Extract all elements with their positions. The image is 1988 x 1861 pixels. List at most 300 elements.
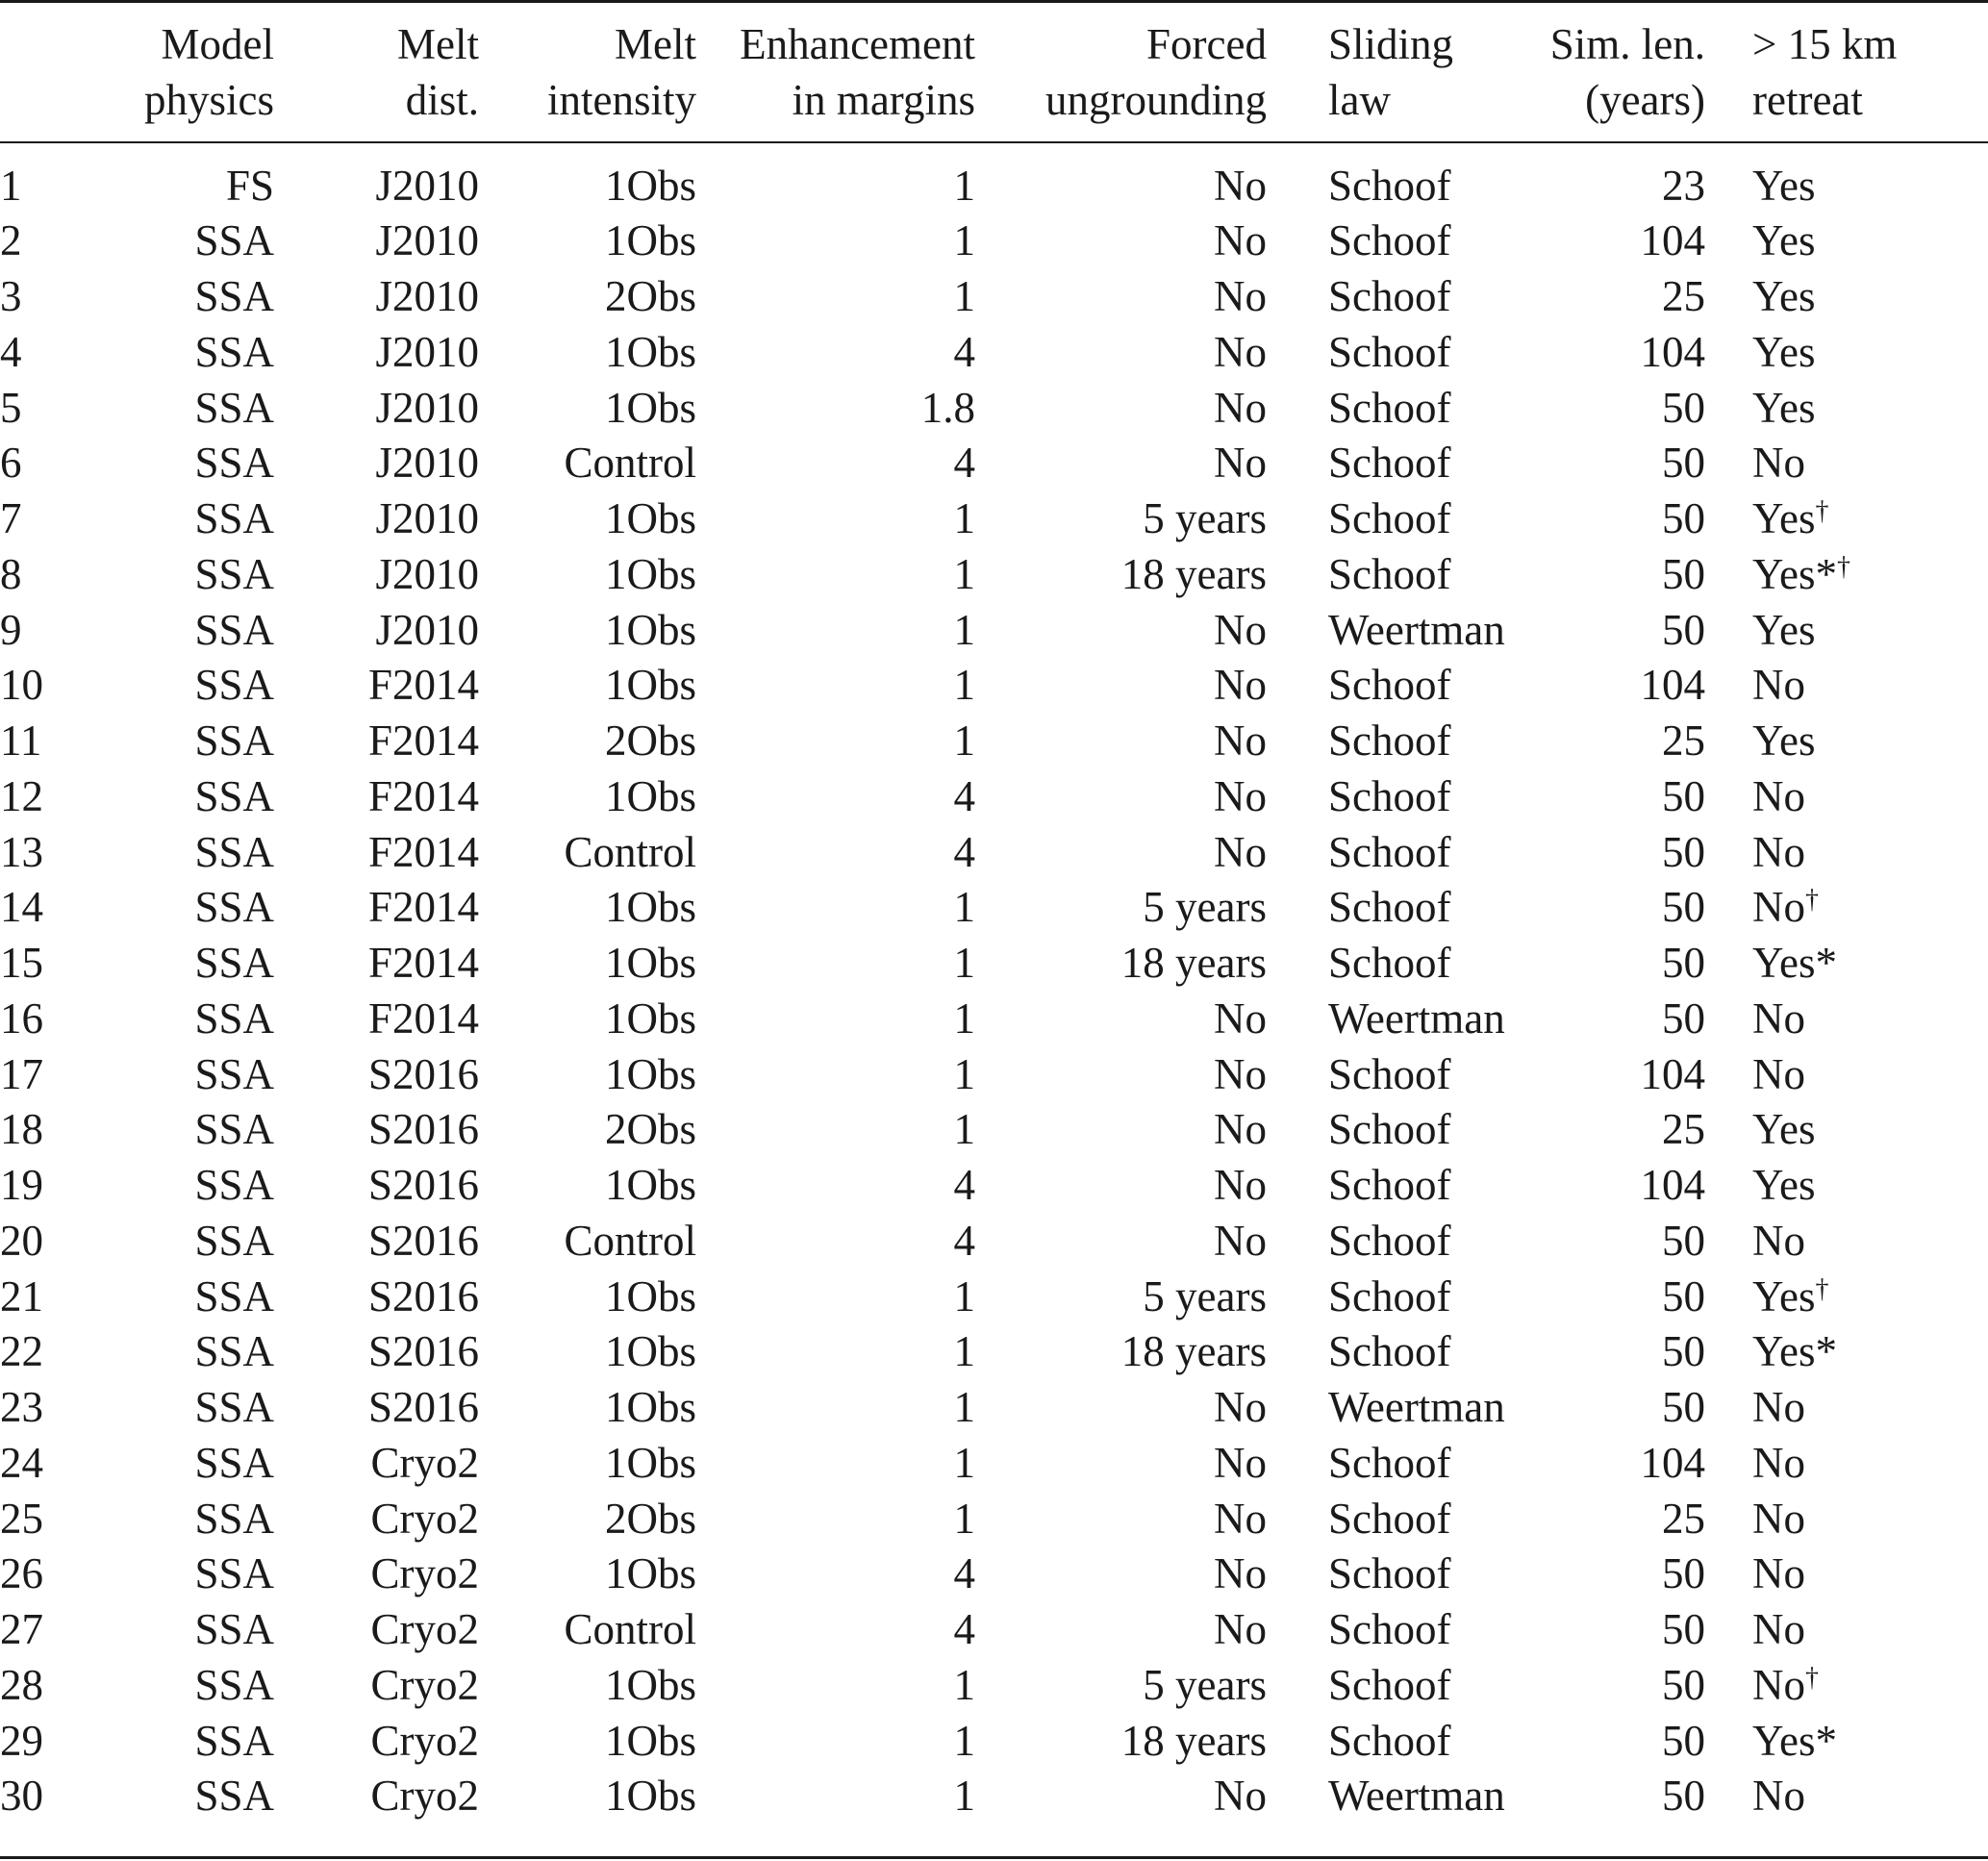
cell-model-physics: SSA	[194, 1049, 274, 1098]
retreat-value: No	[1752, 883, 1805, 932]
cell-id: 28	[0, 1660, 43, 1709]
cell-melt-dist: Cryo2	[370, 1772, 479, 1821]
retreat-value: Yes	[1752, 383, 1816, 432]
cell-retreat	[1705, 880, 1988, 936]
cell-sliding-law: Schoof	[1328, 1549, 1451, 1598]
cell-sim-length: 50	[1662, 439, 1705, 488]
retreat-value: Yes*	[1752, 549, 1837, 598]
cell-melt-intensity: 1Obs	[604, 327, 696, 376]
cell-enhancement: 1	[953, 494, 975, 543]
cell-spacer	[1267, 880, 1328, 936]
cell-sliding-law: Schoof	[1328, 1216, 1451, 1265]
cell-sliding-law: Schoof	[1328, 383, 1451, 432]
cell-sim-length: 50	[1662, 1216, 1705, 1265]
cell-model-physics: SSA	[194, 1105, 274, 1154]
cell-forced-ungrounding: No	[1214, 661, 1267, 710]
cell-enhancement: 1	[953, 272, 975, 321]
cell-spacer	[1267, 380, 1328, 436]
cell-sim-length: 50	[1662, 883, 1705, 932]
cell-sliding-law: Schoof	[1328, 827, 1451, 876]
retreat-value: No	[1752, 1549, 1805, 1598]
cell-id: 13	[0, 827, 43, 876]
cell-melt-dist: S2016	[367, 1327, 479, 1376]
cell-melt-dist: J2010	[375, 605, 479, 654]
cell-melt-intensity: 1Obs	[604, 1049, 696, 1098]
cell-sim-length: 50	[1662, 771, 1705, 820]
cell-enhancement: 1	[953, 162, 975, 210]
cell-sliding-law: Schoof	[1328, 1716, 1451, 1765]
table-row	[0, 1269, 1988, 1324]
cell-melt-dist: F2014	[367, 771, 479, 820]
cell-id: 6	[0, 439, 22, 488]
cell-forced-ungrounding: 5 years	[1143, 1660, 1267, 1709]
cell-spacer	[1267, 992, 1328, 1047]
retreat-value: Yes	[1752, 216, 1816, 265]
cell-id: 11	[0, 717, 42, 766]
cell-sliding-and-length	[1328, 1324, 1705, 1380]
table-row	[0, 1324, 1988, 1380]
cell-sim-length: 25	[1662, 272, 1705, 321]
cell-sim-length: 50	[1662, 1327, 1705, 1376]
cell-model-physics: SSA	[194, 1271, 274, 1320]
cell-melt-intensity: 1Obs	[604, 1660, 696, 1709]
cell-melt-dist: J2010	[375, 272, 479, 321]
cell-retreat	[1705, 436, 1988, 491]
table-row	[0, 214, 1988, 269]
retreat-value: No	[1752, 661, 1805, 710]
table-row	[0, 436, 1988, 491]
dagger-footnote-mark: †	[1815, 496, 1829, 527]
cell-model-physics: SSA	[194, 1716, 274, 1765]
cell-spacer	[1267, 547, 1328, 603]
table-row	[0, 143, 1988, 214]
cell-enhancement: 1.8	[920, 383, 975, 432]
cell-sliding-law: Weertman	[1328, 1383, 1505, 1432]
cell-enhancement: 1	[953, 1383, 975, 1432]
cell-enhancement: 1	[953, 939, 975, 988]
cell-melt-intensity: 1Obs	[604, 383, 696, 432]
cell-spacer	[1267, 1269, 1328, 1324]
cell-sliding-law: Schoof	[1328, 771, 1451, 820]
cell-retreat	[1705, 714, 1988, 769]
cell-enhancement: 1	[953, 883, 975, 932]
cell-id: 8	[0, 549, 22, 598]
cell-forced-ungrounding: No	[1214, 1772, 1267, 1821]
retreat-value: Yes	[1752, 605, 1816, 654]
header-row	[0, 0, 1988, 143]
cell-retreat	[1705, 1214, 1988, 1270]
retreat-value: No	[1752, 1383, 1805, 1432]
retreat-value: No	[1752, 1660, 1805, 1709]
cell-forced-ungrounding: 18 years	[1120, 939, 1267, 988]
cell-forced-ungrounding: No	[1214, 1105, 1267, 1154]
bottom-rule	[0, 1856, 1988, 1859]
cell-melt-intensity: 1Obs	[604, 1438, 696, 1487]
col-header-retreat: > 15 km retreat	[1752, 19, 1898, 124]
cell-melt-dist: S2016	[367, 1271, 479, 1320]
table-row	[0, 658, 1988, 714]
table-row	[0, 1602, 1988, 1658]
cell-model-physics: SSA	[194, 494, 274, 543]
cell-enhancement: 1	[953, 1049, 975, 1098]
cell-id: 15	[0, 939, 43, 988]
dagger-footnote-mark: †	[1815, 1273, 1829, 1304]
cell-melt-dist: J2010	[375, 383, 479, 432]
cell-melt-dist: Cryo2	[370, 1438, 479, 1487]
col-header-melt-dist: Melt dist.	[397, 19, 479, 124]
cell-melt-dist: J2010	[375, 549, 479, 598]
cell-sliding-and-length	[1328, 380, 1705, 436]
cell-forced-ungrounding: 5 years	[1143, 494, 1267, 543]
cell-retreat	[1705, 992, 1988, 1047]
cell-model-physics: SSA	[194, 272, 274, 321]
cell-retreat	[1705, 1547, 1988, 1602]
cell-enhancement: 4	[953, 1549, 975, 1598]
cell-spacer	[1267, 1769, 1328, 1824]
cell-spacer	[1267, 1713, 1328, 1769]
cell-model-physics: SSA	[194, 1494, 274, 1543]
cell-spacer	[1267, 714, 1328, 769]
cell-id: 22	[0, 1327, 43, 1376]
cell-sliding-law: Schoof	[1328, 1049, 1451, 1098]
cell-model-physics: SSA	[194, 439, 274, 488]
retreat-value: Yes	[1752, 717, 1816, 766]
cell-sim-length: 25	[1662, 1494, 1705, 1543]
cell-forced-ungrounding: No	[1214, 383, 1267, 432]
cell-melt-intensity: 1Obs	[604, 883, 696, 932]
cell-model-physics: SSA	[194, 1660, 274, 1709]
cell-melt-dist: Cryo2	[370, 1605, 479, 1654]
cell-melt-dist: J2010	[375, 216, 479, 265]
cell-spacer	[1267, 436, 1328, 491]
cell-melt-dist: J2010	[375, 494, 479, 543]
cell-spacer	[1267, 1436, 1328, 1492]
col-header-enhancement: Enhancement in margins	[740, 19, 975, 124]
cell-melt-intensity: 1Obs	[604, 1549, 696, 1598]
cell-enhancement: 1	[953, 216, 975, 265]
cell-spacer	[1267, 1324, 1328, 1380]
cell-sliding-and-length	[1328, 325, 1705, 381]
cell-forced-ungrounding: No	[1214, 605, 1267, 654]
cell-retreat	[1705, 602, 1988, 658]
cell-id: 12	[0, 771, 43, 820]
cell-sim-length: 104	[1640, 1161, 1705, 1210]
cell-sim-length: 50	[1662, 1383, 1705, 1432]
cell-model-physics: SSA	[194, 1327, 274, 1376]
cell-enhancement: 4	[953, 771, 975, 820]
cell-spacer	[1267, 936, 1328, 992]
cell-id: 10	[0, 661, 43, 710]
cell-sliding-and-length	[1328, 1658, 1705, 1714]
cell-retreat	[1705, 1269, 1988, 1324]
cell-sliding-and-length	[1328, 1547, 1705, 1602]
table-row	[0, 1158, 1988, 1214]
cell-enhancement: 1	[953, 1660, 975, 1709]
cell-sliding-and-length	[1328, 992, 1705, 1047]
cell-sliding-and-length	[1328, 602, 1705, 658]
cell-id: 19	[0, 1161, 43, 1210]
cell-sim-length: 25	[1662, 717, 1705, 766]
cell-forced-ungrounding: 18 years	[1120, 549, 1267, 598]
table-row	[0, 1214, 1988, 1270]
cell-enhancement: 4	[953, 1161, 975, 1210]
cell-model-physics: SSA	[194, 939, 274, 988]
cell-retreat	[1705, 658, 1988, 714]
cell-sliding-law: Schoof	[1328, 1327, 1451, 1376]
cell-sliding-law: Schoof	[1328, 494, 1451, 543]
cell-enhancement: 1	[953, 1772, 975, 1821]
cell-model-physics: SSA	[194, 1383, 274, 1432]
cell-sliding-and-length	[1328, 1602, 1705, 1658]
table-row	[0, 491, 1988, 547]
cell-model-physics: SSA	[194, 383, 274, 432]
table-row	[0, 1380, 1988, 1436]
cell-melt-dist: F2014	[367, 827, 479, 876]
retreat-value: No	[1752, 1049, 1805, 1098]
col-header-id	[0, 0, 29, 143]
cell-retreat	[1705, 1046, 1988, 1102]
cell-model-physics: SSA	[194, 605, 274, 654]
cell-melt-intensity: 1Obs	[604, 661, 696, 710]
cell-forced-ungrounding: No	[1214, 1383, 1267, 1432]
col-header-model-physics: Model physics	[144, 19, 274, 124]
cell-forced-ungrounding: No	[1214, 1049, 1267, 1098]
table-row	[0, 880, 1988, 936]
cell-melt-intensity: 1Obs	[604, 162, 696, 210]
cell-spacer	[1267, 214, 1328, 269]
cell-sim-length: 50	[1662, 1660, 1705, 1709]
cell-enhancement: 1	[953, 1105, 975, 1154]
cell-forced-ungrounding: No	[1214, 1161, 1267, 1210]
cell-melt-intensity: Control	[564, 1216, 696, 1265]
cell-sliding-and-length	[1328, 1214, 1705, 1270]
cell-forced-ungrounding: No	[1214, 1605, 1267, 1654]
cell-sliding-law: Schoof	[1328, 327, 1451, 376]
cell-sim-length: 104	[1640, 1049, 1705, 1098]
cell-model-physics: SSA	[194, 827, 274, 876]
cell-spacer	[1267, 1602, 1328, 1658]
cell-melt-dist: F2014	[367, 661, 479, 710]
cell-enhancement: 1	[953, 1327, 975, 1376]
cell-spacer	[1267, 269, 1328, 325]
retreat-value: Yes	[1752, 1271, 1816, 1320]
cell-sliding-law: Schoof	[1328, 661, 1451, 710]
cell-spacer	[1267, 602, 1328, 658]
col-header-spacer	[1267, 0, 1328, 143]
col-header-sliding-law: Sliding law Sim. len. (years)	[1328, 0, 1705, 143]
cell-sliding-and-length	[1328, 214, 1705, 269]
cell-enhancement: 1	[953, 605, 975, 654]
cell-sliding-law: Schoof	[1328, 717, 1451, 766]
dagger-footnote-mark: †	[1805, 1662, 1819, 1693]
cell-id: 7	[0, 494, 22, 543]
cell-sliding-law: Schoof	[1328, 1605, 1451, 1654]
cell-sliding-and-length	[1328, 1491, 1705, 1547]
cell-melt-dist: J2010	[375, 162, 479, 210]
retreat-value: Yes	[1752, 1161, 1816, 1210]
cell-melt-dist: S2016	[367, 1105, 479, 1154]
cell-model-physics: SSA	[194, 1772, 274, 1821]
cell-enhancement: 1	[953, 661, 975, 710]
cell-sim-length: 104	[1640, 661, 1705, 710]
cell-melt-intensity: 1Obs	[604, 494, 696, 543]
cell-forced-ungrounding: No	[1214, 327, 1267, 376]
cell-melt-dist: S2016	[367, 1216, 479, 1265]
cell-sliding-law: Schoof	[1328, 439, 1451, 488]
cell-sim-length: 50	[1662, 1772, 1705, 1821]
cell-spacer	[1267, 658, 1328, 714]
cell-model-physics: SSA	[194, 1549, 274, 1598]
cell-retreat	[1705, 1380, 1988, 1436]
cell-melt-dist: Cryo2	[370, 1716, 479, 1765]
cell-enhancement: 1	[953, 993, 975, 1043]
table-row	[0, 602, 1988, 658]
table-row	[0, 1436, 1988, 1492]
cell-enhancement: 4	[953, 827, 975, 876]
cell-melt-dist: S2016	[367, 1383, 479, 1432]
retreat-value: Yes*	[1752, 1327, 1837, 1376]
col-header-melt-intensity: Melt intensity	[547, 19, 696, 124]
cell-sliding-law: Schoof	[1328, 272, 1451, 321]
cell-melt-intensity: 1Obs	[604, 605, 696, 654]
cell-model-physics: SSA	[194, 717, 274, 766]
cell-retreat	[1705, 1769, 1988, 1824]
table-row	[0, 1658, 1988, 1714]
cell-retreat	[1705, 214, 1988, 269]
cell-enhancement: 4	[953, 1216, 975, 1265]
cell-spacer	[1267, 491, 1328, 547]
cell-spacer	[1267, 325, 1328, 381]
cell-sliding-law: Schoof	[1328, 549, 1451, 598]
cell-model-physics: SSA	[194, 327, 274, 376]
cell-enhancement: 1	[953, 717, 975, 766]
cell-melt-dist: F2014	[367, 883, 479, 932]
cell-sim-length: 50	[1662, 1271, 1705, 1320]
cell-melt-intensity: 2Obs	[604, 272, 696, 321]
cell-enhancement: 1	[953, 1494, 975, 1543]
cell-melt-intensity: Control	[564, 1605, 696, 1654]
cell-sliding-and-length	[1328, 824, 1705, 880]
cell-melt-dist: Cryo2	[370, 1494, 479, 1543]
cell-retreat	[1705, 1436, 1988, 1492]
cell-sliding-and-length	[1328, 714, 1705, 769]
cell-sliding-and-length	[1328, 1102, 1705, 1158]
cell-forced-ungrounding: No	[1214, 993, 1267, 1043]
cell-spacer	[1267, 1547, 1328, 1602]
cell-retreat	[1705, 1602, 1988, 1658]
retreat-value: Yes	[1752, 494, 1816, 543]
cell-sliding-law: Schoof	[1328, 1494, 1451, 1543]
cell-id: 18	[0, 1105, 43, 1154]
cell-sliding-and-length	[1328, 491, 1705, 547]
cell-forced-ungrounding: No	[1214, 1216, 1267, 1265]
cell-id: 25	[0, 1494, 43, 1543]
table-row	[0, 1102, 1988, 1158]
cell-forced-ungrounding: No	[1214, 771, 1267, 820]
cell-melt-intensity: Control	[564, 827, 696, 876]
cell-id: 20	[0, 1216, 43, 1265]
cell-enhancement: 4	[953, 439, 975, 488]
cell-melt-intensity: 1Obs	[604, 1772, 696, 1821]
cell-id: 4	[0, 327, 22, 376]
cell-melt-intensity: 1Obs	[604, 549, 696, 598]
cell-model-physics: SSA	[194, 661, 274, 710]
dagger-footnote-mark: †	[1836, 551, 1850, 582]
cell-spacer	[1267, 769, 1328, 825]
cell-model-physics: SSA	[194, 1216, 274, 1265]
cell-sliding-and-length	[1328, 436, 1705, 491]
table-row	[0, 1713, 1988, 1769]
cell-spacer	[1267, 143, 1328, 214]
table-row	[0, 269, 1988, 325]
table-row	[0, 1769, 1988, 1824]
cell-enhancement: 4	[953, 327, 975, 376]
cell-spacer	[1267, 1380, 1328, 1436]
cell-sim-length: 50	[1662, 605, 1705, 654]
cell-sliding-law: Schoof	[1328, 939, 1451, 988]
cell-model-physics: SSA	[194, 1161, 274, 1210]
cell-model-physics: SSA	[194, 549, 274, 598]
col-header-forced-ungrounding: Forced ungrounding	[1045, 19, 1267, 124]
cell-sliding-and-length	[1328, 143, 1705, 214]
cell-forced-ungrounding: 18 years	[1120, 1327, 1267, 1376]
retreat-value: No	[1752, 993, 1805, 1043]
cell-id: 1	[0, 162, 22, 210]
cell-model-physics: SSA	[194, 771, 274, 820]
cell-forced-ungrounding: No	[1214, 216, 1267, 265]
cell-sim-length: 50	[1662, 549, 1705, 598]
cell-model-physics: SSA	[194, 1438, 274, 1487]
cell-model-physics: SSA	[194, 993, 274, 1043]
cell-melt-dist: J2010	[375, 439, 479, 488]
cell-forced-ungrounding: No	[1214, 717, 1267, 766]
retreat-value: No	[1752, 1216, 1805, 1265]
cell-id: 29	[0, 1716, 43, 1765]
table-row	[0, 380, 1988, 436]
retreat-value: No	[1752, 1494, 1805, 1543]
cell-id: 5	[0, 383, 22, 432]
cell-retreat	[1705, 269, 1988, 325]
cell-spacer	[1267, 824, 1328, 880]
cell-forced-ungrounding: No	[1214, 272, 1267, 321]
cell-sliding-law: Schoof	[1328, 883, 1451, 932]
cell-melt-intensity: 1Obs	[604, 1716, 696, 1765]
cell-enhancement: 1	[953, 1716, 975, 1765]
cell-sim-length: 50	[1662, 993, 1705, 1043]
table-row	[0, 1491, 1988, 1547]
cell-sliding-and-length	[1328, 1158, 1705, 1214]
cell-forced-ungrounding: No	[1214, 1438, 1267, 1487]
cell-melt-dist: F2014	[367, 939, 479, 988]
cell-model-physics: SSA	[194, 883, 274, 932]
retreat-value: No	[1752, 827, 1805, 876]
table-row	[0, 936, 1988, 992]
cell-retreat	[1705, 380, 1988, 436]
cell-sliding-and-length	[1328, 1046, 1705, 1102]
cell-id: 24	[0, 1438, 43, 1487]
cell-retreat	[1705, 547, 1988, 603]
cell-id: 17	[0, 1049, 43, 1098]
cell-spacer	[1267, 1102, 1328, 1158]
cell-sim-length: 50	[1662, 494, 1705, 543]
cell-retreat	[1705, 824, 1988, 880]
retreat-value: Yes*	[1752, 1716, 1837, 1765]
table-row	[0, 824, 1988, 880]
cell-spacer	[1267, 1214, 1328, 1270]
cell-sim-length: 50	[1662, 383, 1705, 432]
cell-forced-ungrounding: No	[1214, 439, 1267, 488]
cell-sim-length: 50	[1662, 1716, 1705, 1765]
